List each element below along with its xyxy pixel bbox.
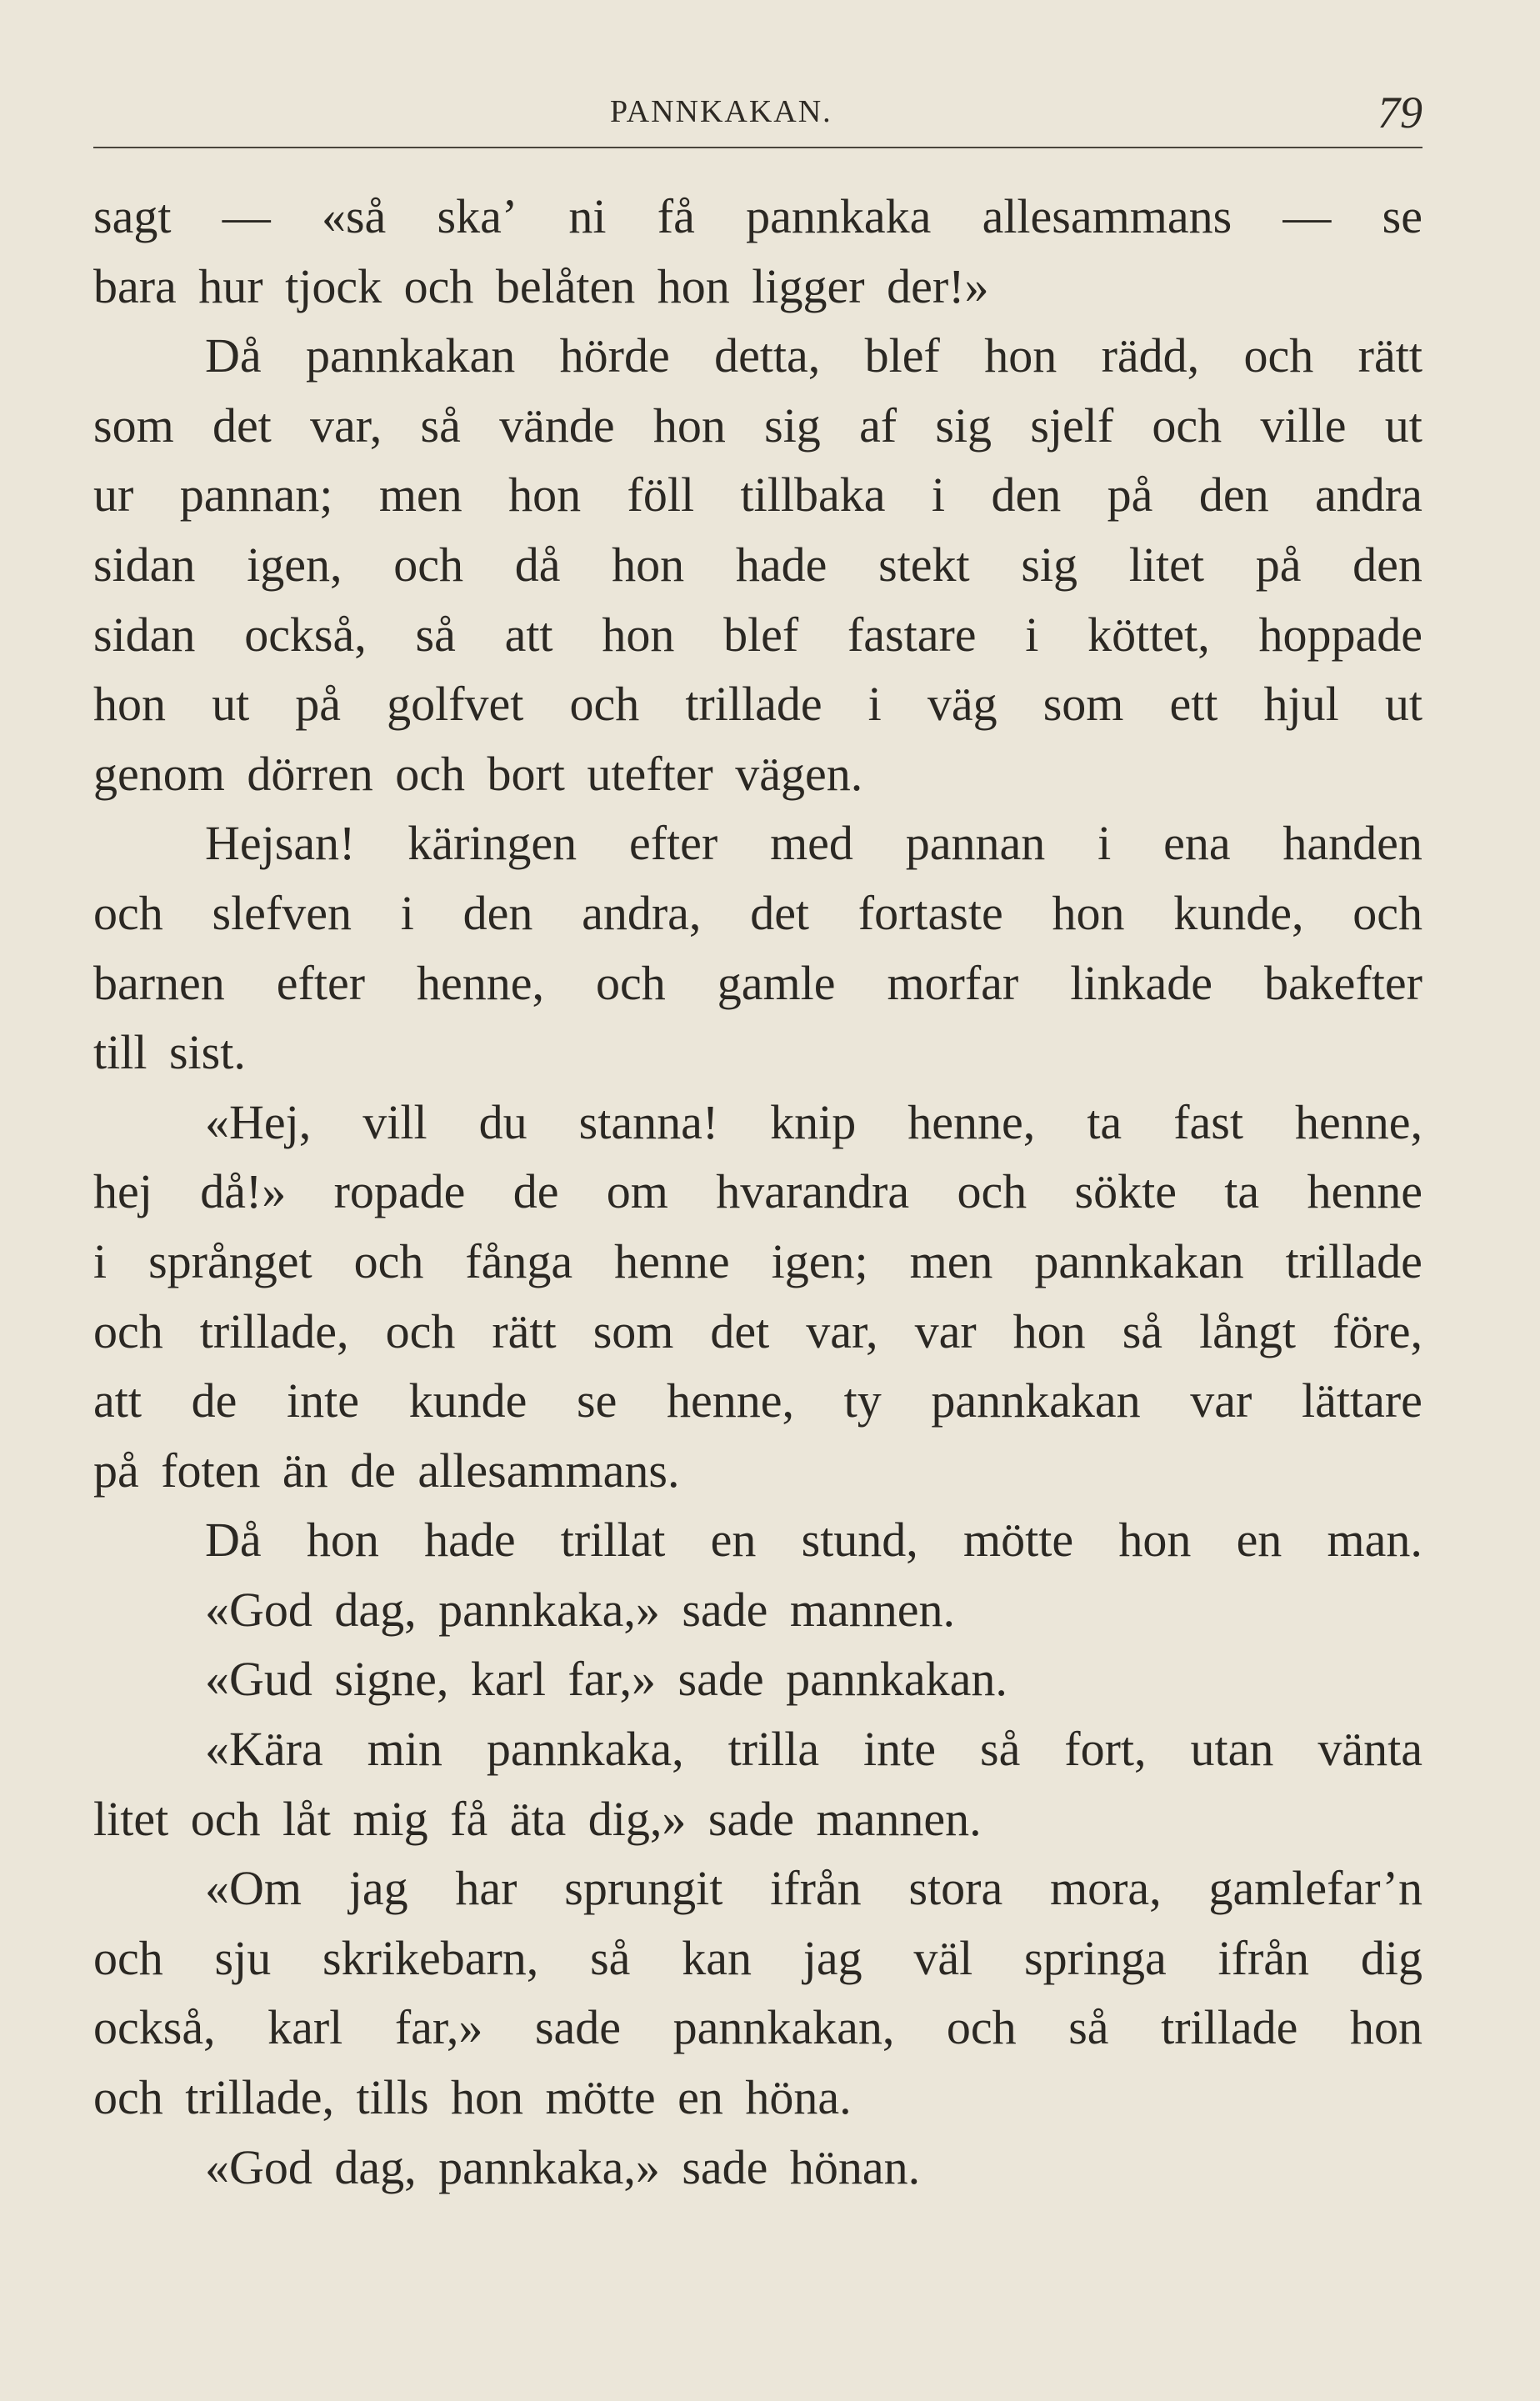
page-number: 79 [1378,88,1422,138]
text-line: hon ut på golfvet och trillade i väg som ett hjul ut [93,677,1422,732]
text-line: «Om jag har sprungit ifrån stora mora, gamlefar’n [205,1861,1422,1916]
text-line: på foten än de allesammans. [93,1443,680,1498]
text-line: och sju skrikebarn, så kan jag väl springa ifrån dig [93,1930,1422,1985]
text-line: och trillade, och rätt som det var, var hon så långt före, [93,1303,1422,1358]
text-line: också, karl far,» sade pannkakan, och så trillade hon [93,2000,1422,2055]
text-line: «Gud signe, karl far,» sade pannkakan. [205,1652,1008,1707]
page-header [93,90,1422,148]
text-line: litet och låt mig få äta dig,» sade mannen. [93,1791,982,1846]
text-line: sidan också, så att hon blef fastare i köttet, hoppade [93,607,1422,662]
text-line: «Kära min pannkaka, trilla inte så fort, utan vänta [205,1722,1422,1777]
text-line: Då pannkakan hörde detta, blef hon rädd, och rätt [205,328,1422,383]
text-line: bara hur tjock och belåten hon ligger der!» [93,258,989,313]
text-line: i språnget och fånga henne igen; men pannkakan trillade [93,1233,1422,1288]
text-line: sagt — «så ska’ ni få pannkaka allesammans — se [93,189,1422,243]
text-line: och slefven i den andra, det fortaste hon kunde, och [93,885,1422,940]
text-line: sidan igen, och då hon hade stekt sig litet på den [93,537,1422,592]
body-text [93,182,1422,2202]
text-line: hej då!» ropade de om hvarandra och sökte ta henne [93,1164,1422,1219]
text-line: «God dag, pannkaka,» sade hönan. [205,2139,921,2194]
running-head: PANNKAKAN. [610,94,832,129]
text-line: «God dag, pannkaka,» sade mannen. [205,1582,956,1637]
text-line: ur pannan; men hon föll tillbaka i den på den andra [93,468,1422,523]
text-line: Då hon hade trillat en stund, mötte hon en man. [205,1513,1422,1568]
text-line: som det var, så vände hon sig af sig sjelf och ville ut [93,398,1422,453]
text-line: att de inte kunde se henne, ty pannkakan var lättare [93,1373,1422,1428]
text-line: genom dörren och bort utefter vägen. [93,746,863,801]
text-line: till sist. [93,1025,246,1080]
text-line: «Hej, vill du stanna! knip henne, ta fast henne, [205,1094,1422,1149]
text-line: Hejsan! käringen efter med pannan i ena handen [205,816,1422,871]
text-line: barnen efter henne, och gamle morfar linkade bakefter [93,955,1422,1010]
text-line: och trillade, tills hon mötte en höna. [93,2070,852,2125]
header-rule [93,147,1422,148]
